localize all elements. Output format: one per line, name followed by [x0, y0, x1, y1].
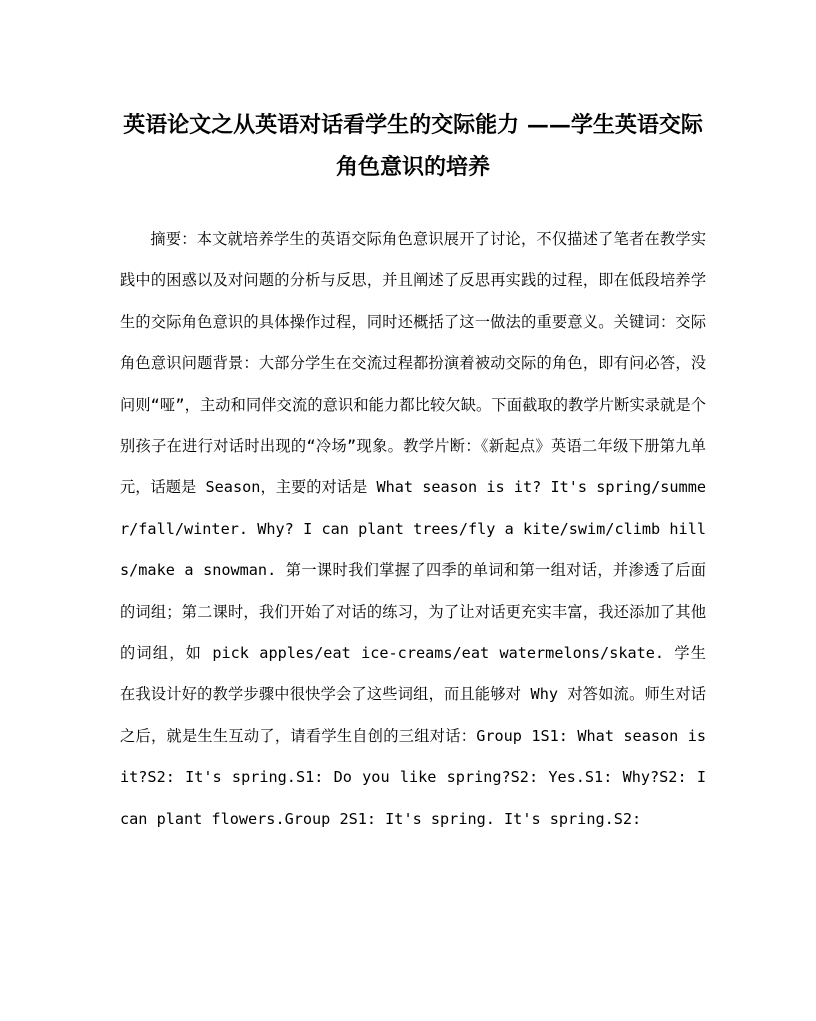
document-title: 英语论文之从英语对话看学生的交际能力 ——学生英语交际角色意识的培养 [123, 112, 703, 180]
document-body-text: 摘要：本文就培养学生的英语交际角色意识展开了讨论，不仅描述了笔者在教学实践中的困惑以及对问题的分析与反思，并且阐述了反思再实践的过程，即在低段培养学生的交际角色意识的具体操作过程，同时还概括了这一做法的重要意义。关键词：交际角色意识问题背景：大部分学生在交流过程都扮演着被动交际的角色，即有问必答，没问则“哑”，主动和同伴交流的意识和能力都比较欠缺。下面截取的教学片断实录就是个别孩子在进行对话时出现的“冷场”现象。教学片断：《新起点》英语二年级下册第九单元，话题是 Season，主要的对话是 What season is it? It's spring/summer/fall/winter. Why? I can plant trees/fly a kite/swim/climb hills/make a snowman. 第一课时我们掌握了四季的单词和第一组对话，并渗透了后面的词组；第二课时，我们开始了对话的练习，为了让对话更充实丰富，我还添加了其他的词组，如 pick apples/eat ice-creams/eat watermelons/skate. 学生在我设计好的教学步骤中很快学会了这些词组，而且能够对 Why 对答如流。师生对话之后，就是生生互动了，请看学生自创的三组对话：Group 1S1: What season is it?S2: It's spring.S1: Do you like spring?S2: Yes.S1: Why?S2: I can plant flowers.Group 2S1: It's spring. It's spring.S2: [120, 230, 706, 828]
